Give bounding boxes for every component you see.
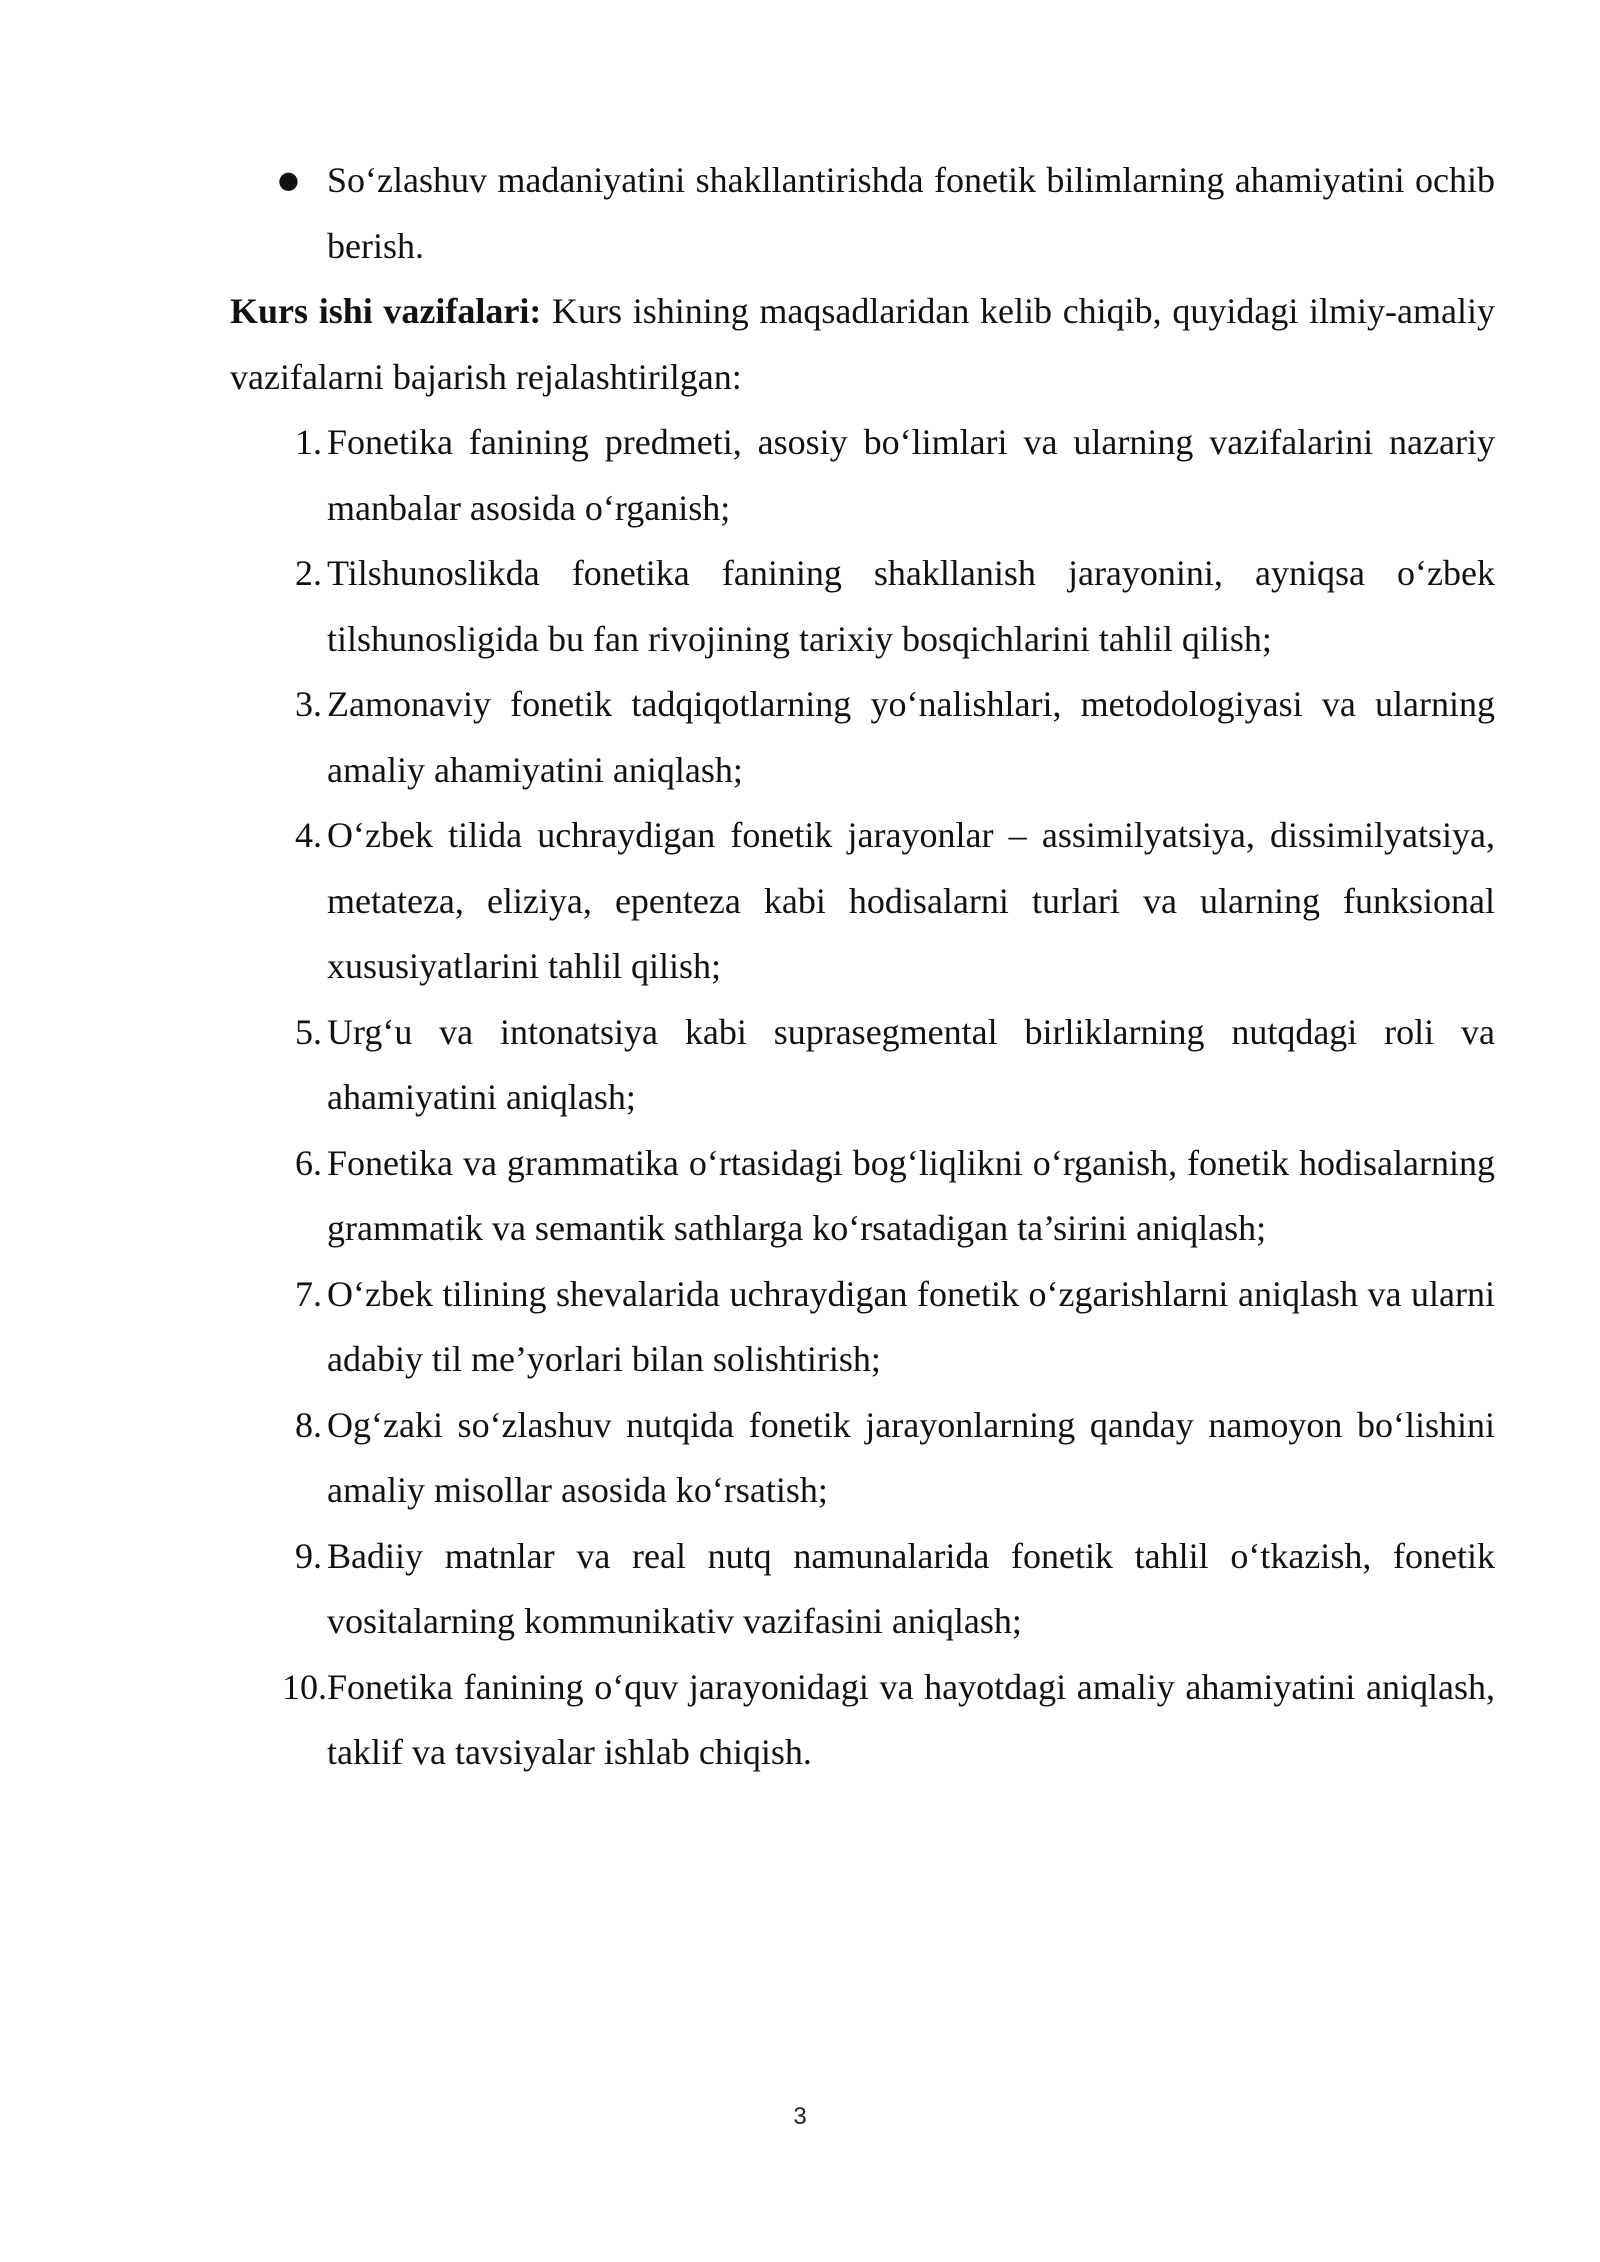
list-item xyxy=(230,1393,1495,1524)
list-number: 4. xyxy=(295,815,322,855)
list-number: 6. xyxy=(295,1142,322,1183)
list-item xyxy=(230,803,1495,1000)
tasks-paragraph xyxy=(230,279,1495,410)
list-text: Fonetika fanining o‘quv jarayonidagi va hayotdagi amaliy ahamiyatini aniqlash, taklif va tavsiyalar ishlab chiqish. xyxy=(327,1666,1495,1772)
list-number: 3. xyxy=(295,684,322,724)
tasks-heading-label: Kurs ishi vazifalari: xyxy=(230,291,542,331)
list-item xyxy=(230,1000,1495,1131)
list-item xyxy=(230,410,1495,541)
list-number: 10. xyxy=(282,1666,327,1707)
list-text: Badiiy matnlar va real nutq namunalarida fonetik tahlil o‘tkazish, fonetik vositalarning kommunikativ vazifasini aniqlash; xyxy=(327,1535,1495,1641)
list-item xyxy=(230,1524,1495,1655)
list-text: Tilshunoslikda fonetika fanining shakllanish jarayonini, ayniqsa o‘zbek tilshunosligida bu fan rivojining tarixiy bosqichlarini tahlil qilish; xyxy=(327,553,1495,659)
bullet-item xyxy=(230,148,1495,279)
bullet-icon: ● xyxy=(278,166,299,194)
list-item xyxy=(230,1131,1495,1262)
list-text: Fonetika va grammatika o‘rtasidagi bog‘liqlikni o‘rganish, fonetik hodisalarning grammatik va semantik sathlarga ko‘rsatadigan ta’sirini aniqlash; xyxy=(327,1142,1495,1248)
list-number: 1. xyxy=(295,422,322,462)
list-text: O‘zbek tilida uchraydigan fonetik jarayonlar – assimilyatsiya, dissimilyatsiya, metateza, eliziya, epenteza kabi hodisalarni turlari va ularning funksional xususiyatlarini tahlil qilish; xyxy=(327,815,1495,986)
list-item xyxy=(230,672,1495,803)
page-number: 3 xyxy=(793,2103,807,2130)
bullet-list xyxy=(230,148,1495,279)
list-number: 7. xyxy=(295,1273,322,1314)
list-item xyxy=(230,1262,1495,1393)
list-number: 8. xyxy=(295,1404,322,1445)
tasks-heading-text: Kurs ishining maqsadlaridan kelib chiqib, quyidagi ilmiy-amaliy vazifalarni bajarish rejalashtirilgan: xyxy=(230,291,1495,397)
list-text: Urg‘u va intonatsiya kabi suprasegmental birliklarning nutqdagi roli va ahamiyatini aniqlash; xyxy=(327,1011,1495,1117)
list-item xyxy=(230,1655,1495,1786)
list-item xyxy=(230,541,1495,672)
list-number: 9. xyxy=(295,1535,322,1576)
bullet-text: So‘zlashuv madaniyatini shakllantirishda fonetik bilimlarning ahamiyatini ochib berish. xyxy=(327,160,1495,266)
list-text: O‘zbek tilining shevalarida uchraydigan fonetik o‘zgarishlarni aniqlash va ularni adabiy til me’yorlari bilan solishtirish; xyxy=(327,1273,1495,1379)
list-number: 2. xyxy=(295,553,322,593)
list-text: Zamonaviy fonetik tadqiqotlarning yo‘nalishlari, metodologiyasi va ularning amaliy ahamiyatini aniqlash; xyxy=(327,684,1495,790)
list-text: Fonetika fanining predmeti, asosiy bo‘limlari va ularning vazifalarini nazariy manbalar asosida o‘rganish; xyxy=(327,422,1495,528)
list-text: Og‘zaki so‘zlashuv nutqida fonetik jarayonlarning qanday namoyon bo‘lishini amaliy misollar asosida ko‘rsatish; xyxy=(327,1404,1495,1510)
page-content xyxy=(230,148,1495,1786)
tasks-list xyxy=(230,410,1495,1786)
list-number: 5. xyxy=(295,1011,322,1052)
